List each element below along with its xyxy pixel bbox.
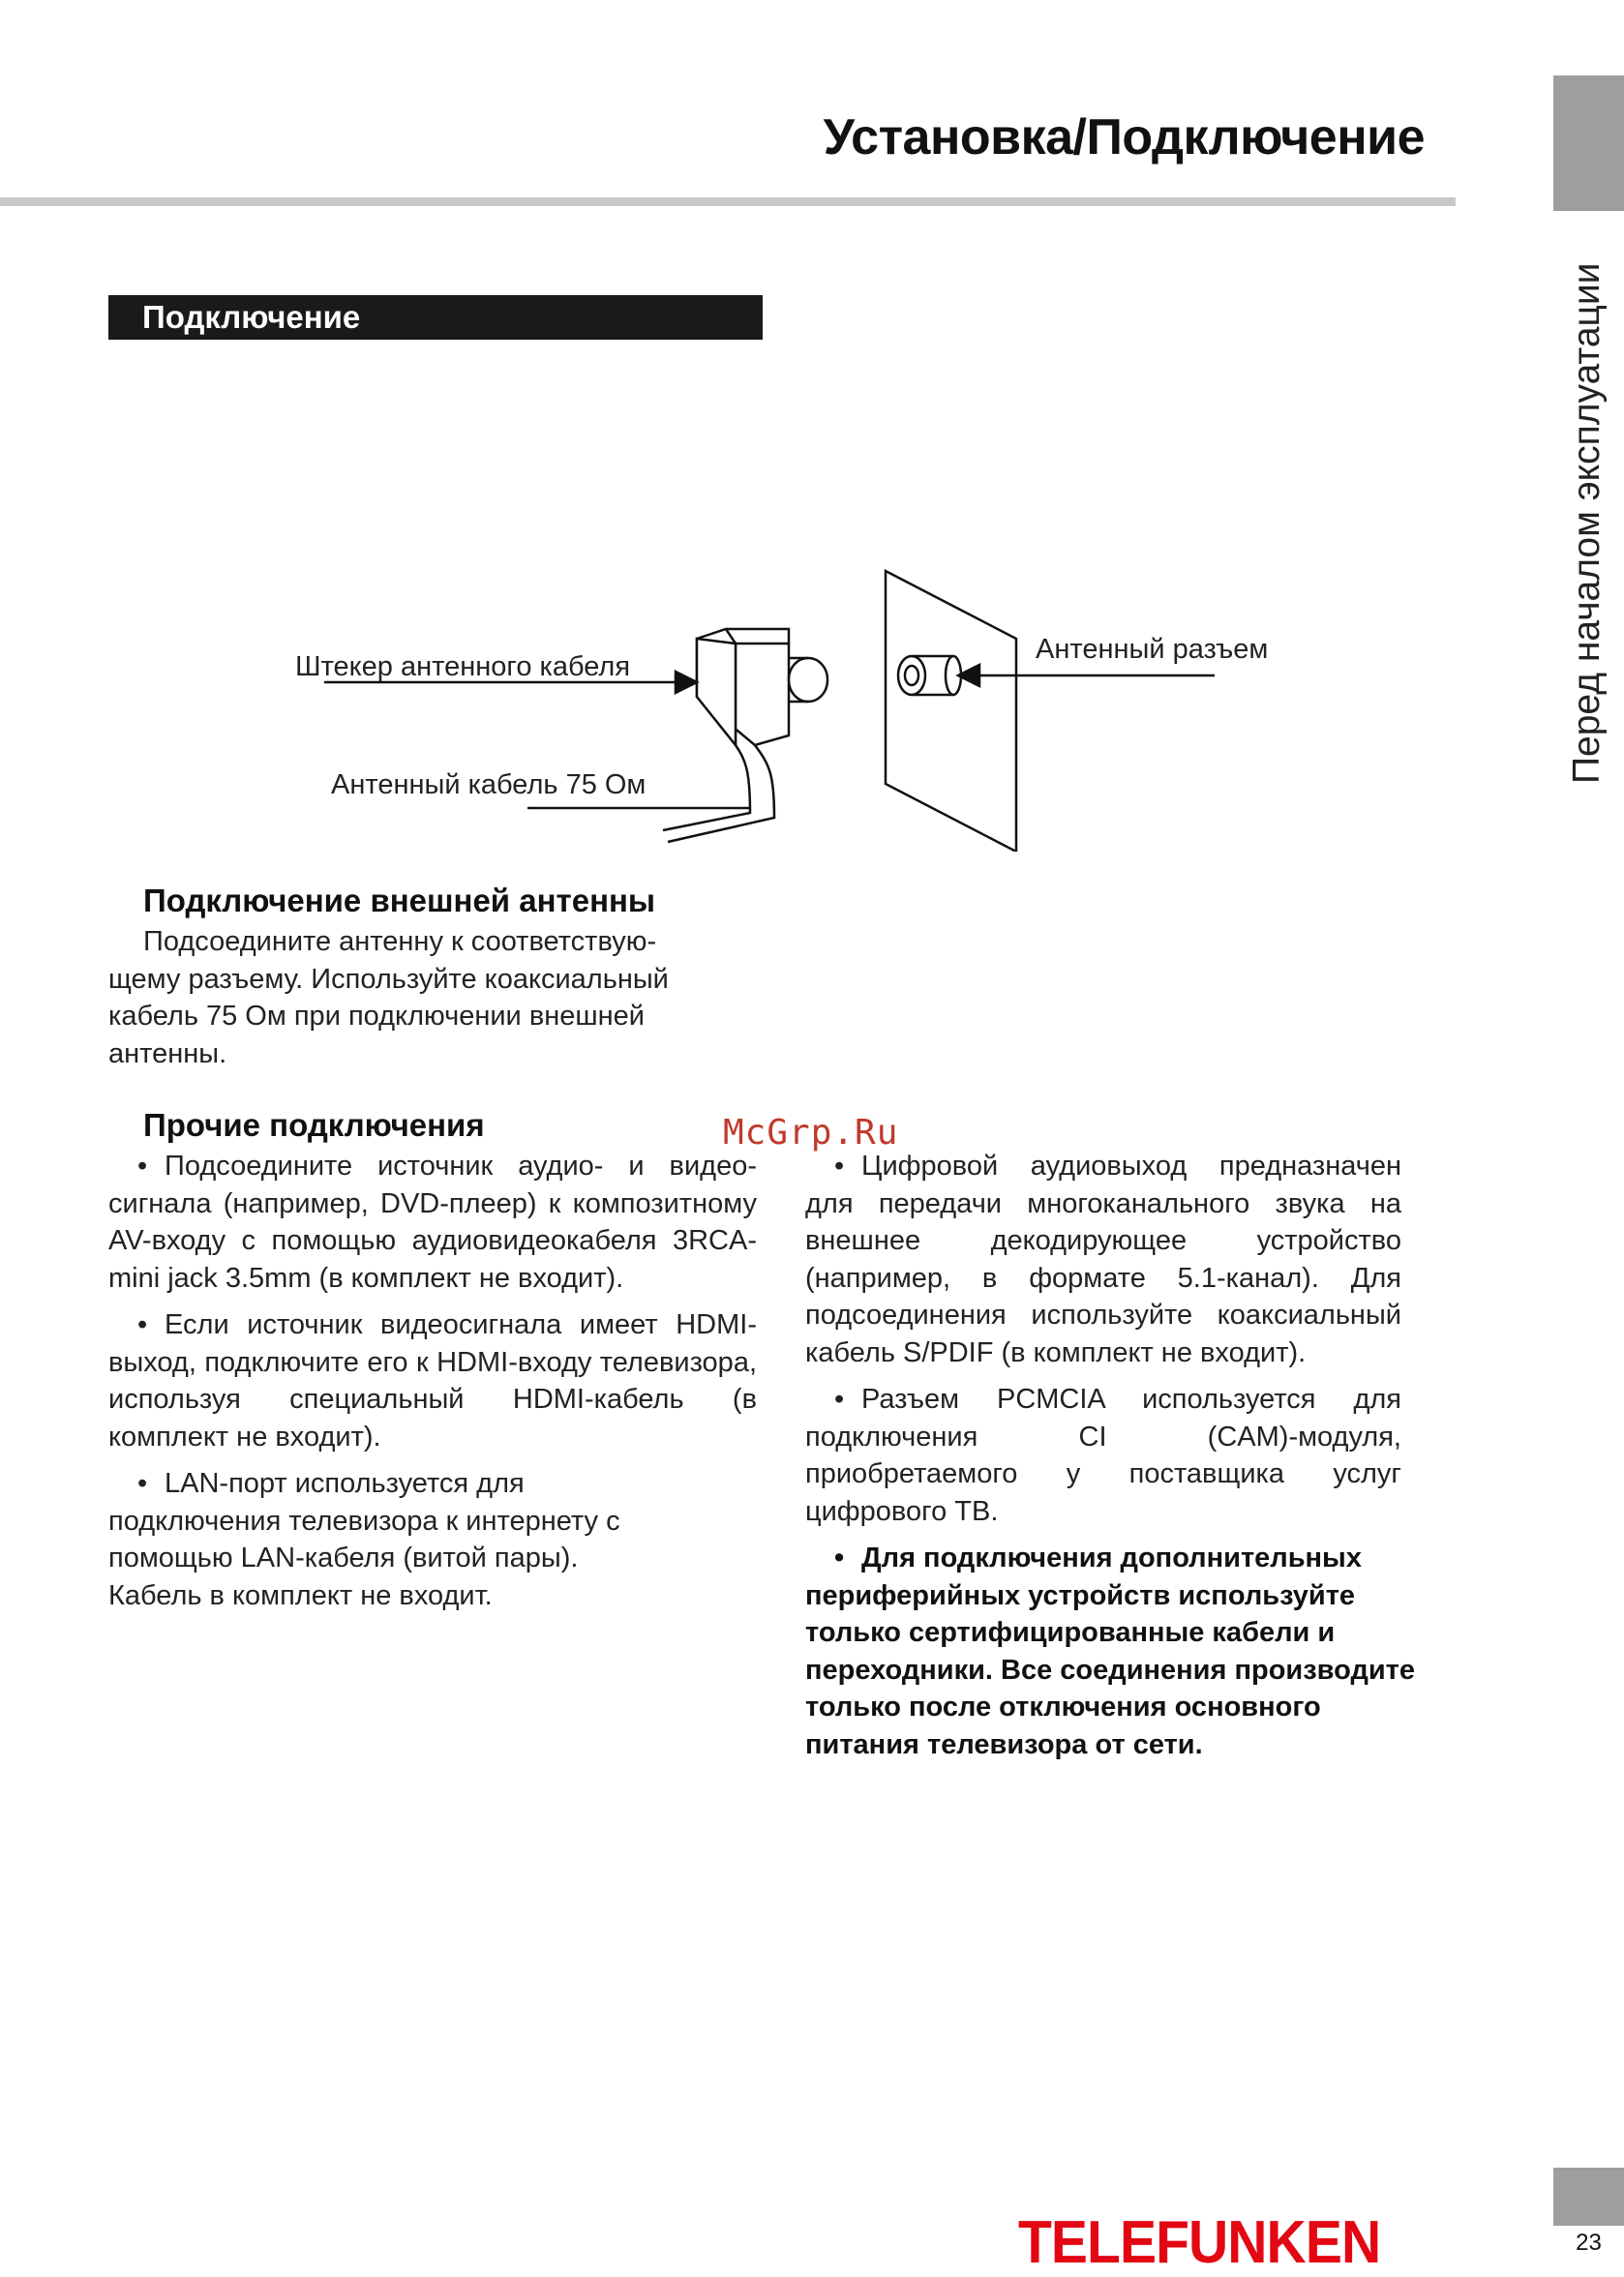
external-antenna-heading: Подключение внешней антенны (143, 883, 656, 918)
list-item: • Если источник видеосигнала имеет HDMI-выход, подключите его к HDMI-входу телевизора, используя специальный HDMI-кабель (в комплект не входит). (108, 1309, 757, 1453)
right-column (805, 1148, 1416, 1773)
left-column (108, 1148, 757, 1624)
side-section-label: Перед началом эксплуатации (1566, 262, 1608, 784)
header-rule (0, 197, 1456, 206)
cable-label: Антенный кабель 75 Ом (331, 769, 647, 800)
list-item: • Подсоедините источник аудио- и видео-сигнала (например, DVD-плеер) к композитному AV-входу с помощью аудиовидеокабеля 3RCA-mini jack 3.5mm (в комплект не входит). (108, 1151, 757, 1294)
other-connections-heading: Прочие подключения (143, 1107, 485, 1143)
brand-logo: TELEFUNKEN (1018, 2209, 1381, 2276)
list-item: • Цифровой аудиовыход предназначен для передачи многоканального звука на внешнее декодирующее устройство (например, в формате 5.1-канал). Для подсоединения используйте коаксиальный кабель S/PDIF (в комплект не входит). (805, 1151, 1401, 1368)
plug-label: Штекер антенного кабеля (295, 651, 631, 682)
side-tab-marker (1553, 75, 1624, 211)
page-number-tab (1553, 2168, 1624, 2226)
section-title-bar: Подключение (108, 295, 763, 340)
wall-socket-illustration (886, 571, 1016, 852)
antenna-plug-illustration (663, 629, 827, 842)
list-item: • LAN-порт используется для подключения телевизора к интернету с помощью LAN-кабеля (витой пары). Кабель в комплект не входит. (108, 1468, 620, 1611)
page-title: Установка/Подключение (823, 109, 1425, 165)
page-number: 23 (1576, 2230, 1602, 2256)
list-item: • Разъем PCMCIA используется для подключения CI (CAM)-модуля, приобретаемого у поставщика услуг цифрового ТВ. (805, 1384, 1401, 1527)
warning-note: • Для подключения дополнительных периферийных устройств используйте только сертифицированные кабели и переходники. Все соединения производите только после отключения основного питания телевизора от сети. (805, 1543, 1416, 1760)
external-antenna-text: Подсоедините антенну к соответствую-щему разъему. Используйте коаксиальный кабель 75 Ом при подключении внешней антенны. (108, 926, 669, 1069)
antenna-connection-diagram (281, 552, 1326, 852)
socket-label: Антенный разъем (1036, 634, 1269, 665)
watermark: McGrp.Ru (723, 1113, 899, 1153)
